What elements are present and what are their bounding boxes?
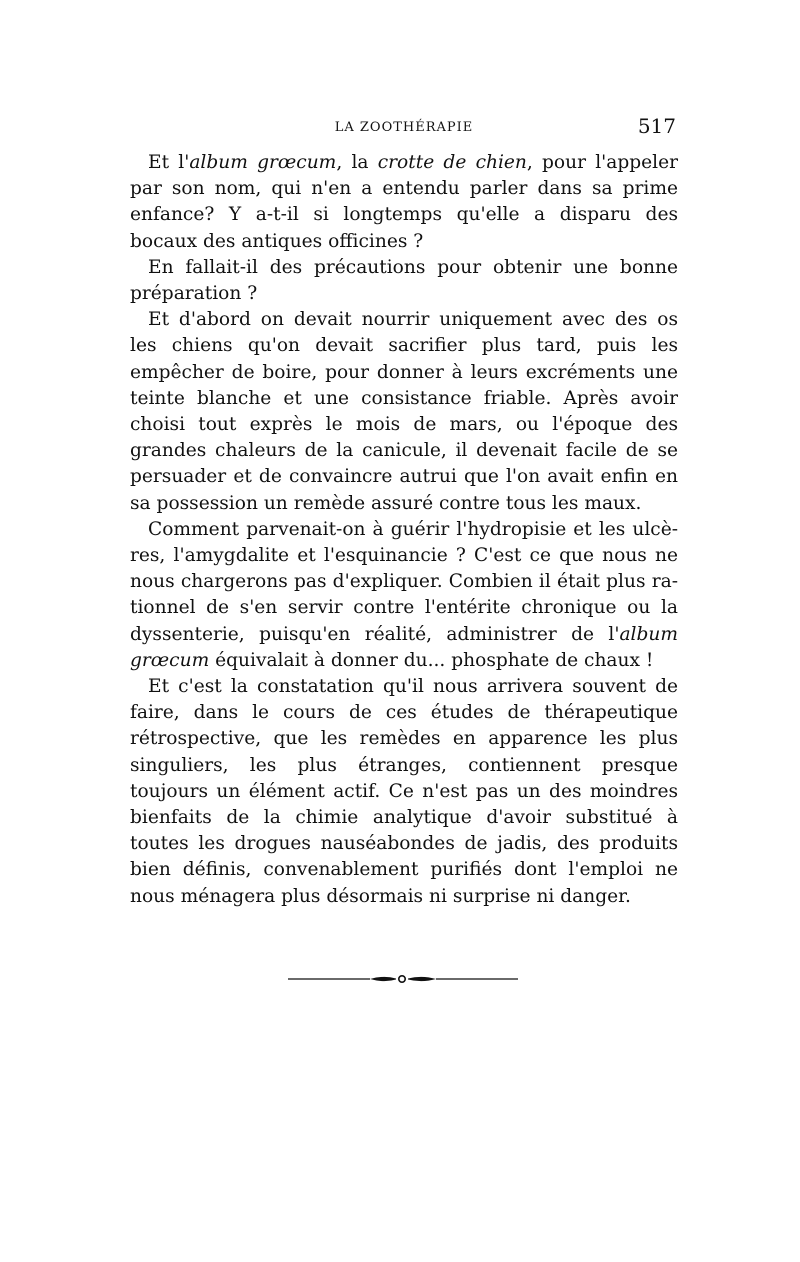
italic-text: crotte de chien xyxy=(377,152,527,173)
text-run: Comment parvenait-on à guérir l'hydropisie et les ulcères, l'amygdalite et l'esquinancie ? C'est ce que nous ne nous chargerons pas d'expliquer. Combien il était plus rationnel de s'en servir contre l'entérite chronique ou la dyssenterie, puisqu'en réalité, administrer de l' xyxy=(130,518,678,645)
page-number: 517 xyxy=(637,114,676,138)
text-run: , pour l'appeler par son nom, qui n'en a entendu parler dans sa prime enfance? Y a-t-il si longtemps qu'elle a disparu des bocaux des antiques officines ? xyxy=(130,152,679,252)
text-run: , la xyxy=(336,152,378,173)
paragraph xyxy=(130,674,678,910)
italic-text: album grœcum xyxy=(189,152,337,173)
running-head xyxy=(132,116,676,140)
running-title: LA ZOOTHÉRAPIE xyxy=(334,120,474,135)
text-run: équivalait à donner du... phosphate de chaux ! xyxy=(209,649,654,671)
text-run: En fallait-il des précautions pour obtenir une bonne préparation ? xyxy=(130,256,678,305)
paragraph xyxy=(130,307,678,517)
text-run: Et d'abord on devait nourrir uniquement avec des os les chiens qu'on devait sacrifier plus tard, puis les empêcher de boire, pour donner à leurs excréments une teinte blanche et une consistance friable. Après avoir choisi tout exprès le mois de mars, ou l'époque des grandes chaleurs de la canicule, il devenait facile de se persuader et de convaincre autrui que l'on avait enfin en sa possession un remède assuré contre tous les maux. xyxy=(130,309,678,514)
paragraph xyxy=(130,517,678,674)
paragraph xyxy=(130,255,678,307)
end-ornament-icon xyxy=(288,972,518,986)
text-run: Et c'est la constatation qu'il nous arrivera souvent de faire, dans le cours de ces études de thérapeutique rétrospective, que les remèdes en apparence les plus singuliers, les plus étranges, contiennent presque toujours un élément actif. Ce n'est pas un des moindres bienfaits de la chimie analytique d'avoir substitué à toutes les drogues nauséabondes de jadis, des produits bien définis, convenablement purifiés dont l'emploi ne nous ménagera plus désormais ni surprise ni danger. xyxy=(130,676,678,907)
body-text xyxy=(130,150,678,910)
paragraph xyxy=(130,150,678,255)
text-run: Et l' xyxy=(148,152,190,173)
italic-text: album grœcum xyxy=(130,623,678,671)
